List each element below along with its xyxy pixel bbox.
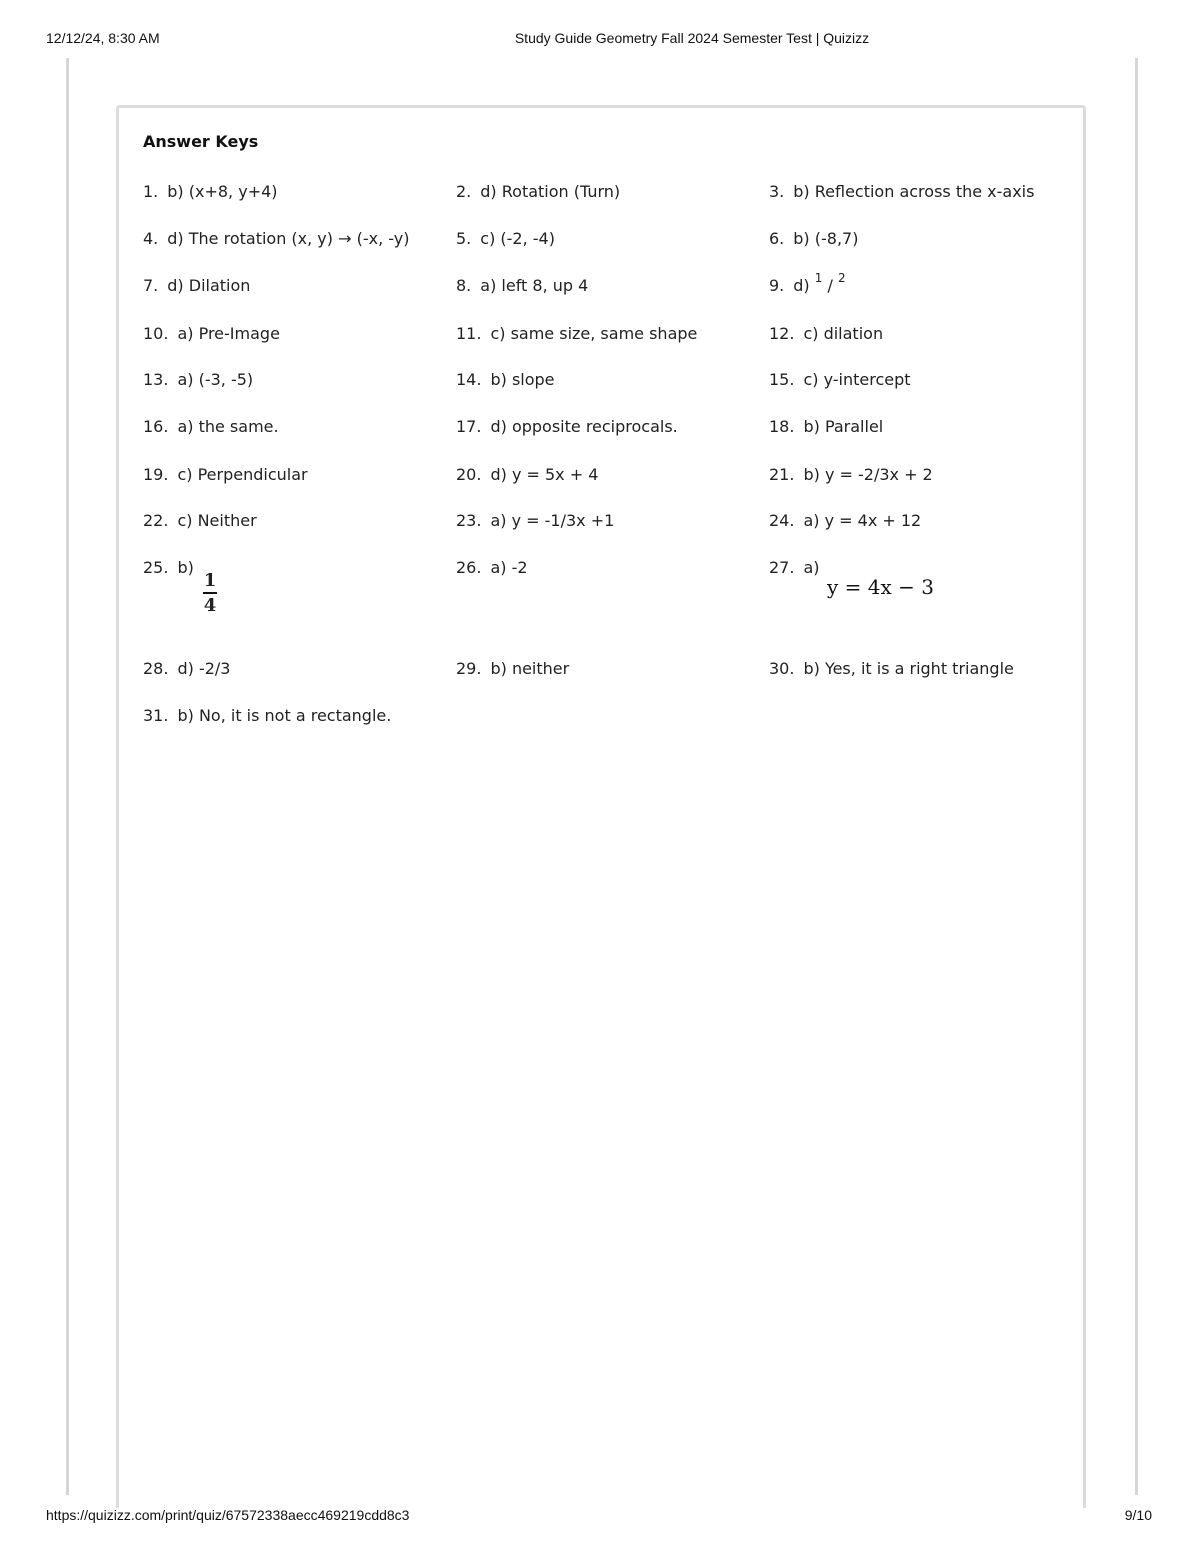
answer-item: 21. b) y = -2/3x + 2 — [769, 465, 933, 484]
answer-item: 1. b) (x+8, y+4) — [143, 182, 278, 201]
answer-item: 26. a) -2 — [456, 558, 528, 577]
answer-item: 29. b) neither — [456, 659, 570, 678]
answer-item: 28. d) -2/3 — [143, 659, 231, 678]
print-timestamp: 12/12/24, 8:30 AM — [46, 30, 160, 46]
answer-item: 19. c) Perpendicular — [143, 465, 308, 484]
answer-item: 13. a) (-3, -5) — [143, 370, 254, 389]
answer-item: 3. b) Reflection across the x-axis — [769, 182, 1035, 201]
answer-item: 25. b) 1 4 — [143, 558, 217, 616]
print-url[interactable]: https://quizizz.com/print/quiz/67572338aecc469219cdd8c3 — [46, 1507, 410, 1523]
answer-item: 12. c) dilation — [769, 324, 884, 343]
fraction: 1 4 — [203, 570, 217, 616]
answer-item: 18. b) Parallel — [769, 417, 884, 436]
answer-item: 6. b) (-8,7) — [769, 229, 859, 248]
answer-item: 4. d) The rotation (x, y) → (-x, -y) — [143, 229, 410, 248]
answer-item: 10. a) Pre-Image — [143, 324, 280, 343]
answer-item: 15. c) y-intercept — [769, 370, 911, 389]
answer-item: 8. a) left 8, up 4 — [456, 276, 589, 295]
answer-item: 11. c) same size, same shape — [456, 324, 698, 343]
answer-item: 27. a) y = 4x − 3 — [769, 558, 934, 599]
answer-item: 9. d) $^1$ / $^2$ — [769, 271, 846, 295]
print-title: Study Guide Geometry Fall 2024 Semester Test | Quizizz — [514, 30, 870, 46]
answer-item: 22. c) Neither — [143, 511, 257, 530]
answer-item: 31. b) No, it is not a rectangle. — [143, 706, 392, 725]
answer-item: 24. a) y = 4x + 12 — [769, 511, 922, 530]
answer-item: 20. d) y = 5x + 4 — [456, 465, 599, 484]
answer-item: 5. c) (-2, -4) — [456, 229, 555, 248]
answer-keys-heading: Answer Keys — [143, 132, 259, 151]
answer-keys-card — [116, 105, 1086, 1508]
answer-item: 14. b) slope — [456, 370, 555, 389]
answer-item: 23. a) y = -1/3x +1 — [456, 511, 615, 530]
print-footer — [0, 1507, 1200, 1527]
equation: y = 4x − 3 — [827, 575, 934, 599]
answer-item: 7. d) Dilation — [143, 276, 251, 295]
page-number: 9/10 — [1124, 1507, 1152, 1523]
answer-item: 17. d) opposite reciprocals. — [456, 417, 678, 436]
answer-item: 2. d) Rotation (Turn) — [456, 182, 621, 201]
print-header — [0, 30, 1200, 50]
fraction-denominator: 2 — [837, 271, 846, 285]
fraction-numerator: 1 — [814, 271, 823, 285]
answer-item: 30. b) Yes, it is a right triangle — [769, 659, 1014, 678]
answer-item: 16. a) the same. — [143, 417, 279, 436]
